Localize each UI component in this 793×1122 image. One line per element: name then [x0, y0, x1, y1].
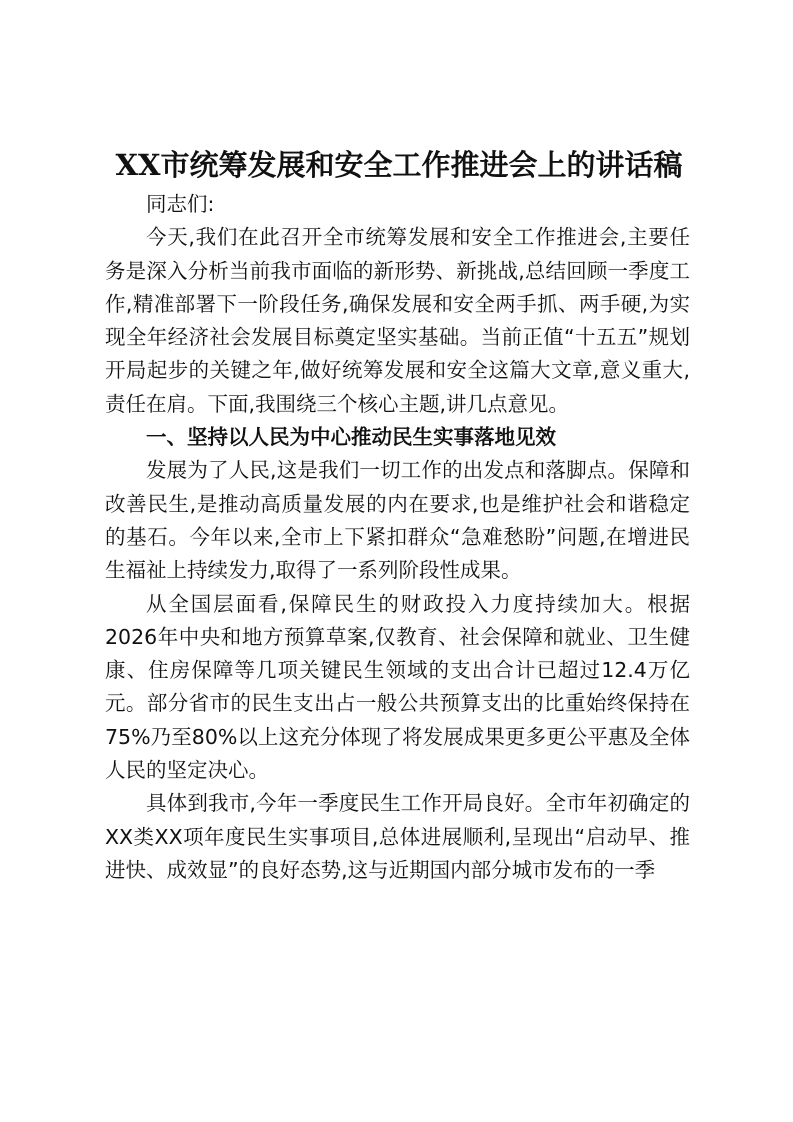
section-heading-1: 一、坚持以人民为中心推动民生实事落地见效: [146, 425, 556, 450]
salutation: 同志们:: [146, 192, 215, 216]
paragraph: 发展为了人民,这是我们一切工作的出发点和落脚点。保障和改善民生,是推动高质量发展的内在要求,也是维护社会和谐稳定的基石。今年以来,全市上下紧扣群众“急难愁盼”问题,在增进民生福祉上持续发力,取得了一系列阶段性成果。: [105, 458, 690, 583]
paragraph-intro: 今天,我们在此召开全市统筹发展和安全工作推进会,主要任务是深入分析当前我市面临的新形势、新挑战,总结回顾一季度工作,精准部署下一阶段任务,确保发展和安全两手抓、两手硬,为实现全年经济社会发展目标奠定坚实基础。当前正值“十五五”规划开局起步的关键之年,做好统筹发展和安全这篇大文章,意义重大,责任在肩。下面,我围绕三个核心主题,讲几点意见。: [105, 225, 690, 416]
paragraph: 从全国层面看,保障民生的财政投入力度持续加大。根据2026年中央和地方预算草案,仅教育、社会保障和就业、卫生健康、住房保障等几项关键民生领域的支出合计已超过12.4万亿元。部分省市的民生支出占一般公共预算支出的比重始终保持在75%乃至80%以上这充分体现了将发展成果更多更公平惠及全体人民的坚定决心。: [105, 591, 690, 783]
paragraph: 具体到我市,今年一季度民生工作开局良好。全市年初确定的XX类XX项年度民生实事项目,总体进展顺利,呈现出“启动早、推进快、成效显”的良好态势,这与近期国内部分城市发布的一季: [105, 791, 690, 882]
document-title: XX市统筹发展和安全工作推进会上的讲话稿: [115, 148, 683, 182]
document-body: [105, 188, 690, 887]
